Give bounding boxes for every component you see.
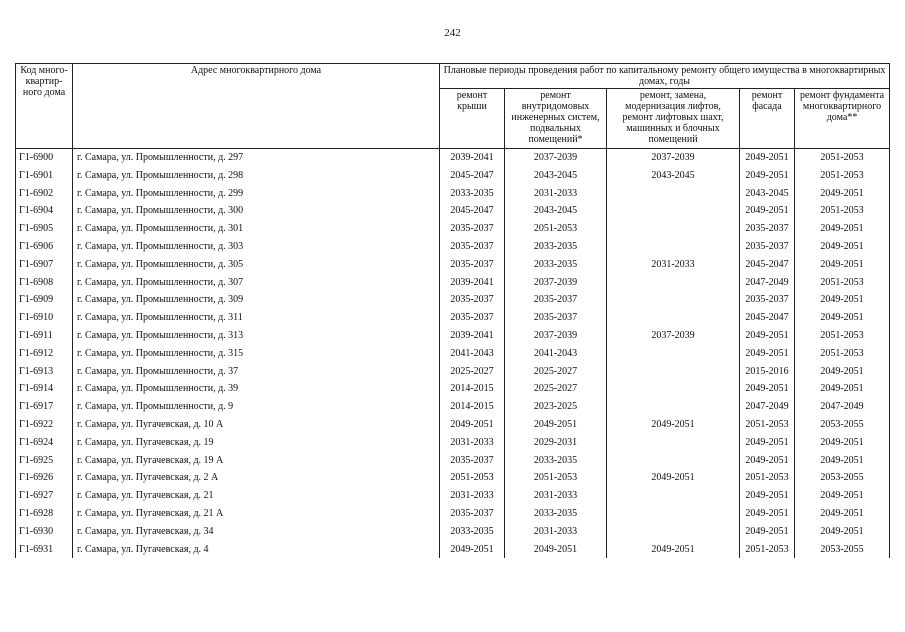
row-code-cell: Г1-6922 [16, 416, 73, 434]
row-lifts-cell: 2049-2051 [607, 469, 740, 487]
row-roof-cell: 2035-2037 [440, 505, 505, 523]
row-roof-cell: 2035-2037 [440, 220, 505, 238]
row-lifts-cell [607, 398, 740, 416]
row-code-cell: Г1-6911 [16, 327, 73, 345]
table-row [16, 274, 890, 292]
row-lifts-cell [607, 452, 740, 470]
row-address-cell: г. Самара, ул. Пугачевская, д. 4 [73, 541, 440, 559]
row-facade-cell: 2047-2049 [740, 398, 795, 416]
row-foundation-cell: 2053-2055 [795, 541, 890, 559]
row-foundation-cell: 2049-2051 [795, 309, 890, 327]
row-systems-cell: 2031-2033 [505, 523, 607, 541]
row-facade-cell: 2045-2047 [740, 309, 795, 327]
row-roof-cell: 2039-2041 [440, 149, 505, 167]
row-address-cell: г. Самара, ул. Пугачевская, д. 19 [73, 434, 440, 452]
row-facade-cell: 2049-2051 [740, 452, 795, 470]
row-lifts-cell: 2049-2051 [607, 541, 740, 559]
table-row [16, 327, 890, 345]
row-systems-cell: 2037-2039 [505, 327, 607, 345]
row-code-cell: Г1-6924 [16, 434, 73, 452]
row-roof-cell: 2049-2051 [440, 416, 505, 434]
row-foundation-cell: 2049-2051 [795, 487, 890, 505]
row-foundation-cell: 2051-2053 [795, 202, 890, 220]
row-lifts-cell [607, 380, 740, 398]
header-lifts: ремонт, замена, модернизация лифтов, ремонт лифтовых шахт, машинных и блочных помещений [607, 89, 740, 149]
row-systems-cell: 2049-2051 [505, 416, 607, 434]
header-periods-group: Плановые периоды проведения работ по капитальному ремонту общего имущества в многоквартирных домах, годы [440, 64, 890, 89]
table-row [16, 505, 890, 523]
row-roof-cell: 2031-2033 [440, 487, 505, 505]
row-systems-cell: 2049-2051 [505, 541, 607, 559]
row-address-cell: г. Самара, ул. Пугачевская, д. 19 А [73, 452, 440, 470]
row-roof-cell: 2035-2037 [440, 238, 505, 256]
table-row [16, 167, 890, 185]
row-systems-cell: 2051-2053 [505, 469, 607, 487]
row-code-cell: Г1-6902 [16, 185, 73, 203]
row-address-cell: г. Самара, ул. Промышленности, д. 299 [73, 185, 440, 203]
table-row [16, 380, 890, 398]
table-row [16, 416, 890, 434]
table-row [16, 149, 890, 167]
row-foundation-cell: 2049-2051 [795, 452, 890, 470]
row-systems-cell: 2035-2037 [505, 309, 607, 327]
header-code: Код много-квартир-ного дома [16, 64, 73, 149]
row-facade-cell: 2049-2051 [740, 487, 795, 505]
row-facade-cell: 2049-2051 [740, 167, 795, 185]
row-foundation-cell: 2053-2055 [795, 469, 890, 487]
row-systems-cell: 2033-2035 [505, 452, 607, 470]
row-address-cell: г. Самара, ул. Промышленности, д. 311 [73, 309, 440, 327]
row-code-cell: Г1-6909 [16, 291, 73, 309]
header-address: Адрес многоквартирного дома [73, 64, 440, 149]
table-row [16, 398, 890, 416]
row-systems-cell: 2031-2033 [505, 185, 607, 203]
row-foundation-cell: 2051-2053 [795, 149, 890, 167]
row-lifts-cell [607, 523, 740, 541]
row-lifts-cell [607, 202, 740, 220]
row-code-cell: Г1-6917 [16, 398, 73, 416]
row-roof-cell: 2033-2035 [440, 185, 505, 203]
table-row [16, 309, 890, 327]
row-facade-cell: 2049-2051 [740, 380, 795, 398]
row-facade-cell: 2049-2051 [740, 505, 795, 523]
row-address-cell: г. Самара, ул. Пугачевская, д. 21 [73, 487, 440, 505]
table-row [16, 256, 890, 274]
row-lifts-cell: 2049-2051 [607, 416, 740, 434]
row-foundation-cell: 2047-2049 [795, 398, 890, 416]
table-row [16, 363, 890, 381]
row-code-cell: Г1-6908 [16, 274, 73, 292]
row-lifts-cell [607, 238, 740, 256]
row-code-cell: Г1-6928 [16, 505, 73, 523]
row-facade-cell: 2035-2037 [740, 291, 795, 309]
row-lifts-cell [607, 220, 740, 238]
row-lifts-cell [607, 487, 740, 505]
row-facade-cell: 2043-2045 [740, 185, 795, 203]
row-foundation-cell: 2051-2053 [795, 345, 890, 363]
row-systems-cell: 2037-2039 [505, 274, 607, 292]
row-facade-cell: 2035-2037 [740, 238, 795, 256]
row-systems-cell: 2051-2053 [505, 220, 607, 238]
row-roof-cell: 2045-2047 [440, 167, 505, 185]
table-row [16, 487, 890, 505]
row-systems-cell: 2031-2033 [505, 487, 607, 505]
row-lifts-cell: 2043-2045 [607, 167, 740, 185]
row-lifts-cell: 2037-2039 [607, 327, 740, 345]
row-code-cell: Г1-6913 [16, 363, 73, 381]
row-code-cell: Г1-6905 [16, 220, 73, 238]
row-roof-cell: 2014-2015 [440, 380, 505, 398]
header-roof: ремонт крыши [440, 89, 505, 149]
row-foundation-cell: 2049-2051 [795, 523, 890, 541]
row-facade-cell: 2015-2016 [740, 363, 795, 381]
table-row [16, 523, 890, 541]
row-address-cell: г. Самара, ул. Промышленности, д. 301 [73, 220, 440, 238]
row-foundation-cell: 2049-2051 [795, 256, 890, 274]
row-facade-cell: 2049-2051 [740, 523, 795, 541]
row-systems-cell: 2033-2035 [505, 238, 607, 256]
header-foundation: ремонт фундамента многоквартирного дома** [795, 89, 890, 149]
row-systems-cell: 2025-2027 [505, 380, 607, 398]
table-row [16, 541, 890, 559]
row-facade-cell: 2051-2053 [740, 416, 795, 434]
row-systems-cell: 2029-2031 [505, 434, 607, 452]
row-address-cell: г. Самара, ул. Промышленности, д. 300 [73, 202, 440, 220]
table-row [16, 469, 890, 487]
row-lifts-cell [607, 434, 740, 452]
row-systems-cell: 2023-2025 [505, 398, 607, 416]
row-facade-cell: 2047-2049 [740, 274, 795, 292]
row-facade-cell: 2051-2053 [740, 541, 795, 559]
row-facade-cell: 2049-2051 [740, 434, 795, 452]
table-row [16, 202, 890, 220]
row-address-cell: г. Самара, ул. Промышленности, д. 309 [73, 291, 440, 309]
row-facade-cell: 2035-2037 [740, 220, 795, 238]
row-lifts-cell [607, 309, 740, 327]
row-roof-cell: 2014-2015 [440, 398, 505, 416]
table-row [16, 291, 890, 309]
row-roof-cell: 2031-2033 [440, 434, 505, 452]
row-foundation-cell: 2049-2051 [795, 505, 890, 523]
table-row [16, 220, 890, 238]
row-address-cell: г. Самара, ул. Промышленности, д. 298 [73, 167, 440, 185]
table-body [16, 149, 890, 559]
row-roof-cell: 2045-2047 [440, 202, 505, 220]
row-systems-cell: 2033-2035 [505, 256, 607, 274]
header-facade: ремонт фасада [740, 89, 795, 149]
capital-repair-table [15, 63, 890, 558]
row-code-cell: Г1-6925 [16, 452, 73, 470]
row-systems-cell: 2025-2027 [505, 363, 607, 381]
row-facade-cell: 2049-2051 [740, 345, 795, 363]
row-lifts-cell [607, 274, 740, 292]
row-systems-cell: 2035-2037 [505, 291, 607, 309]
page-number: 242 [444, 27, 461, 39]
table-row [16, 452, 890, 470]
row-code-cell: Г1-6907 [16, 256, 73, 274]
row-roof-cell: 2041-2043 [440, 345, 505, 363]
row-address-cell: г. Самара, ул. Пугачевская, д. 34 [73, 523, 440, 541]
row-lifts-cell: 2037-2039 [607, 149, 740, 167]
row-facade-cell: 2051-2053 [740, 469, 795, 487]
row-code-cell: Г1-6914 [16, 380, 73, 398]
row-foundation-cell: 2049-2051 [795, 380, 890, 398]
row-foundation-cell: 2049-2051 [795, 291, 890, 309]
row-address-cell: г. Самара, ул. Пугачевская, д. 2 А [73, 469, 440, 487]
table-row [16, 185, 890, 203]
row-roof-cell: 2035-2037 [440, 256, 505, 274]
row-roof-cell: 2049-2051 [440, 541, 505, 559]
header-systems: ремонт внутридомовых инженерных систем, подвальных помещений* [505, 89, 607, 149]
row-foundation-cell: 2051-2053 [795, 274, 890, 292]
row-foundation-cell: 2049-2051 [795, 434, 890, 452]
table-header [16, 64, 890, 149]
row-foundation-cell: 2049-2051 [795, 185, 890, 203]
row-code-cell: Г1-6904 [16, 202, 73, 220]
row-address-cell: г. Самара, ул. Пугачевская, д. 10 А [73, 416, 440, 434]
row-address-cell: г. Самара, ул. Промышленности, д. 305 [73, 256, 440, 274]
row-facade-cell: 2049-2051 [740, 149, 795, 167]
row-foundation-cell: 2051-2053 [795, 167, 890, 185]
row-code-cell: Г1-6900 [16, 149, 73, 167]
table-row [16, 345, 890, 363]
row-lifts-cell [607, 185, 740, 203]
table-row [16, 238, 890, 256]
row-address-cell: г. Самара, ул. Промышленности, д. 39 [73, 380, 440, 398]
row-address-cell: г. Самара, ул. Промышленности, д. 315 [73, 345, 440, 363]
row-code-cell: Г1-6906 [16, 238, 73, 256]
row-lifts-cell: 2031-2033 [607, 256, 740, 274]
row-facade-cell: 2045-2047 [740, 256, 795, 274]
row-systems-cell: 2043-2045 [505, 167, 607, 185]
row-address-cell: г. Самара, ул. Промышленности, д. 313 [73, 327, 440, 345]
row-systems-cell: 2037-2039 [505, 149, 607, 167]
row-systems-cell: 2043-2045 [505, 202, 607, 220]
row-facade-cell: 2049-2051 [740, 327, 795, 345]
row-roof-cell: 2025-2027 [440, 363, 505, 381]
row-code-cell: Г1-6931 [16, 541, 73, 559]
row-code-cell: Г1-6930 [16, 523, 73, 541]
row-roof-cell: 2039-2041 [440, 327, 505, 345]
row-address-cell: г. Самара, ул. Промышленности, д. 307 [73, 274, 440, 292]
row-address-cell: г. Самара, ул. Промышленности, д. 297 [73, 149, 440, 167]
row-address-cell: г. Самара, ул. Промышленности, д. 37 [73, 363, 440, 381]
row-foundation-cell: 2049-2051 [795, 220, 890, 238]
row-lifts-cell [607, 291, 740, 309]
row-facade-cell: 2049-2051 [740, 202, 795, 220]
row-systems-cell: 2041-2043 [505, 345, 607, 363]
row-lifts-cell [607, 363, 740, 381]
row-roof-cell: 2039-2041 [440, 274, 505, 292]
row-code-cell: Г1-6901 [16, 167, 73, 185]
row-address-cell: г. Самара, ул. Промышленности, д. 303 [73, 238, 440, 256]
row-lifts-cell [607, 505, 740, 523]
row-code-cell: Г1-6912 [16, 345, 73, 363]
row-foundation-cell: 2053-2055 [795, 416, 890, 434]
row-roof-cell: 2035-2037 [440, 452, 505, 470]
row-address-cell: г. Самара, ул. Промышленности, д. 9 [73, 398, 440, 416]
row-code-cell: Г1-6910 [16, 309, 73, 327]
row-roof-cell: 2035-2037 [440, 309, 505, 327]
row-foundation-cell: 2051-2053 [795, 327, 890, 345]
row-roof-cell: 2035-2037 [440, 291, 505, 309]
row-address-cell: г. Самара, ул. Пугачевская, д. 21 А [73, 505, 440, 523]
row-code-cell: Г1-6926 [16, 469, 73, 487]
table-row [16, 434, 890, 452]
row-foundation-cell: 2049-2051 [795, 238, 890, 256]
row-lifts-cell [607, 345, 740, 363]
row-foundation-cell: 2049-2051 [795, 363, 890, 381]
row-roof-cell: 2051-2053 [440, 469, 505, 487]
row-code-cell: Г1-6927 [16, 487, 73, 505]
row-systems-cell: 2033-2035 [505, 505, 607, 523]
row-roof-cell: 2033-2035 [440, 523, 505, 541]
